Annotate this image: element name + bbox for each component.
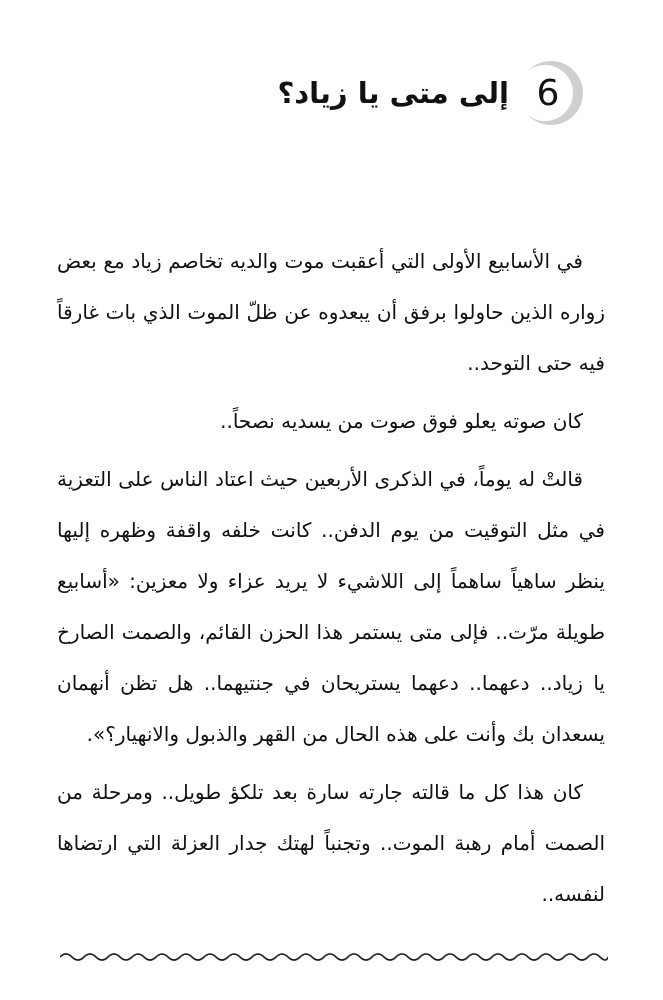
chapter-title: إلى متى يا زياد؟ xyxy=(277,76,509,110)
paragraph-1: في الأسابيع الأولى التي أعقبت موت والديه تخاصم زياد مع بعض زواره الذين حاولوا برفق أن يبعدوه عن ظلّ الموت الذي بات غارقاً فيه حتى التوحد.. xyxy=(57,249,605,375)
wavy-divider xyxy=(60,950,608,964)
paragraph-2: كان صوته يعلو فوق صوت من يسديه نصحاً.. xyxy=(220,409,583,433)
chapter-number: 6 xyxy=(536,72,560,114)
chapter-body xyxy=(57,236,605,927)
paragraph-4: كان هذا كل ما قالته جارته سارة بعد تلكؤ طويل.. ومرحلة من الصمت أمام رهبة الموت.. وتجنباً لهتك جدار العزلة التي ارتضاها لنفسه.. xyxy=(57,780,605,906)
paragraph-3: قالتْ له يوماً، في الذكرى الأربعين حيث اعتاد الناس على التعزية في مثل التوقيت من يوم الدفن.. كانت خلفه واقفة وظهره إليها ينظر ساهياً ساهماً إلى اللاشيء لا يريد عزاء ولا معزين: «أسابيع طويلة مرّت.. فإلى متى يستمر هذا الحزن القائم، والصمت الصارخ يا زياد.. دعهما.. دعهما يستريحان في جنتيهما.. هل تظن أنهمان يسعدان بك وأنت على هذه الحال من القهر والذبول والانهيار؟». xyxy=(57,467,605,746)
chapter-badge xyxy=(517,59,585,127)
chapter-header xyxy=(277,58,585,128)
